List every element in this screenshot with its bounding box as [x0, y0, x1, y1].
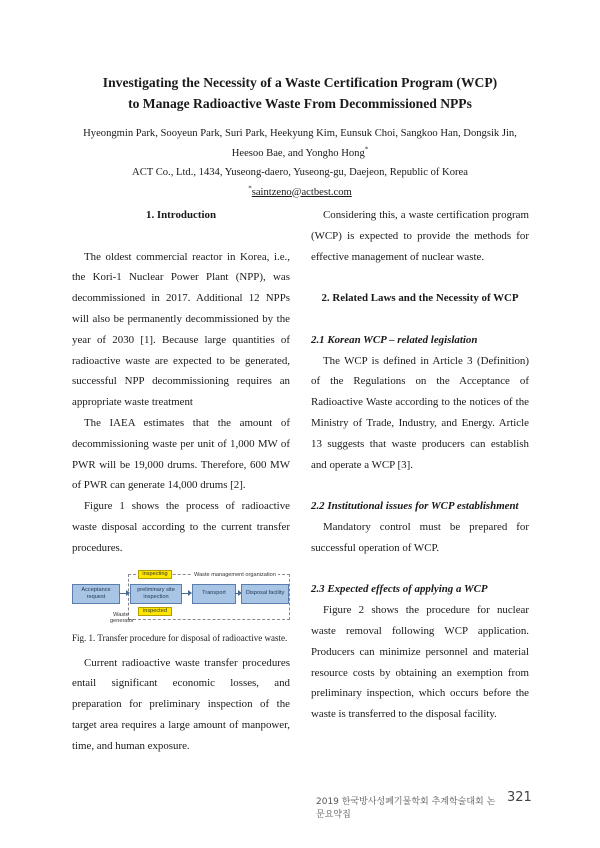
email-line	[60, 183, 540, 203]
paper-title	[40, 72, 560, 114]
footer-proceedings-title: 2019 한국방사성폐기물학회 추계학술대회 논문요약집	[316, 797, 496, 820]
email-link[interactable]: saintzeno@actbest.com	[251, 186, 352, 198]
inspected-box: inspected	[138, 607, 172, 616]
subsection-2-2-heading: 2.2 Institutional issues for WCP establishment	[311, 500, 519, 513]
corresponding-mark: *	[364, 144, 369, 153]
figure-1-diagram	[72, 570, 290, 628]
right-column	[311, 205, 529, 725]
subsection-2-1-paragraph: The WCP is defined in Article 3 (Definition) of the Regulations on the Acceptance of Radioactive Waste according to the notices of the Ministry of Trade, Industry, and Energy. Article 13 suggests that waste producers can establish and operate a WCP [3].	[311, 354, 529, 471]
section-heading-related-laws: 2. Related Laws and the Necessity of WCP	[321, 292, 519, 305]
authors-line-1: Hyeongmin Park, Sooyeun Park, Suri Park, Heekyung Kim, Eunsuk Choi, Sangkoo Han, Dongsik Jin,	[83, 128, 517, 139]
intro-paragraph-5: Considering this, a waste certification program (WCP) is expected to provide the methods for effective management of nuclear waste.	[311, 209, 529, 263]
inspecting-box: inspecting	[138, 570, 172, 579]
intro-paragraph-2: The IAEA estimates that the amount of decommissioning waste per unit of 1,000 MW of PWR will be 19,000 drums. Therefore, 600 MW of PWR can generate 14,000 drums [2].	[72, 416, 290, 492]
intro-paragraph-1: The oldest commercial reactor in Korea, i.e., the Kori-1 Nuclear Power Plant (NPP), was decommissioned in 2017. Additional 12 NPPs will also be permanently decommissioned by the year of 2030 [1]. Because large quantities of radioactive waste are expected to be generated, successful NPP decommissioning requires an appropriate waste treatment	[72, 250, 290, 409]
title-line-2: to Manage Radioactive Waste From Decommissioned NPPs	[128, 96, 472, 111]
intro-paragraph-4: Current radioactive waste transfer procedures entail significant economic losses, and preparation for preliminary inspection of the target area requires a large amount of manpower, time, and human exposure.	[72, 656, 290, 752]
title-line-1: Investigating the Necessity of a Waste Certification Program (WCP)	[102, 75, 498, 90]
waste-generator-label: Waste generator	[110, 611, 134, 624]
subsection-2-1-heading: 2.1 Korean WCP – related legislation	[311, 333, 478, 346]
subsection-2-3-heading: 2.3 Expected effects of applying a WCP	[311, 583, 488, 596]
left-column	[72, 205, 290, 757]
arrow-2	[181, 593, 189, 594]
arrow-1	[119, 593, 127, 594]
intro-paragraph-3: Figure 1 shows the process of radioactive waste disposal according to the current transfer procedures.	[72, 500, 290, 554]
page-number: 321	[507, 790, 532, 805]
preliminary-inspection-box: preliminary site inspection	[130, 584, 182, 604]
transport-box: Transport	[192, 584, 236, 604]
author-block	[60, 124, 540, 202]
figure-1-caption: Fig. 1. Transfer procedure for disposal of radioactive waste.	[72, 632, 288, 643]
disposal-facility-box: Disposal facility	[241, 584, 289, 604]
authors-line-2-text: Heesoo Bae, and Yongho Hong	[231, 147, 365, 159]
subsection-2-3-paragraph: Figure 2 shows the procedure for nuclear waste removal following WCP application. Producers can minimize personnel and material resource costs by obtaining an exemption from preliminary inspection, which occurs before the waste is transferred to the disposal facility.	[311, 604, 529, 721]
org-label: Waste management organization	[194, 571, 276, 578]
subsection-2-2-paragraph: Mandatory control must be prepared for successful operation of WCP.	[311, 520, 529, 554]
arrow-3	[235, 593, 239, 594]
section-heading-introduction: 1. Introduction	[146, 209, 216, 221]
affiliation: ACT Co., Ltd., 1434, Yuseong-daero, Yuseong-gu, Daejeon, Republic of Korea	[132, 167, 468, 178]
authors-line-2	[60, 144, 540, 164]
email-mark: *	[248, 183, 252, 192]
acceptance-request-box: Acceptance request	[72, 584, 120, 604]
